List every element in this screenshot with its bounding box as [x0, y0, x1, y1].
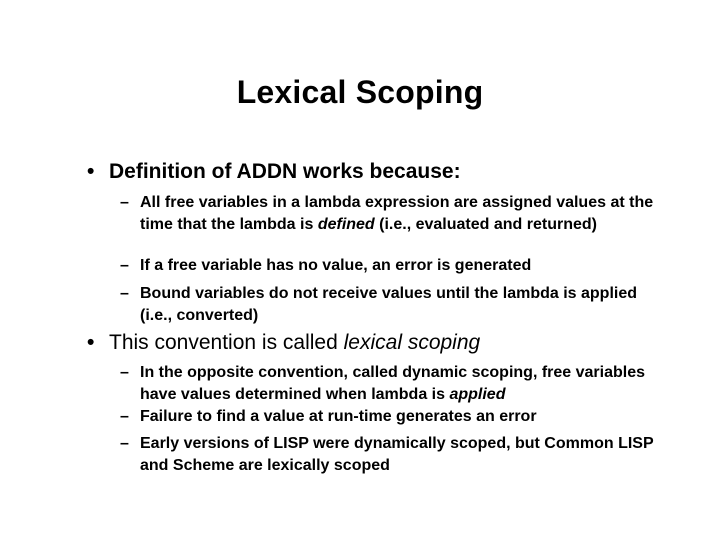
dash-marker: –	[120, 435, 129, 452]
dash-marker: –	[120, 408, 129, 425]
sub-bullet-text: If a free variable has no value, an error is generated	[140, 257, 532, 274]
text-segment: All free variables in a lambda expression are assigned values at the time that the lambda is	[140, 194, 654, 233]
text-segment: (i.e., evaluated and returned)	[374, 216, 597, 233]
dash-marker: –	[120, 257, 129, 274]
dash-marker: –	[120, 285, 129, 302]
slide-title: Lexical Scoping	[236, 74, 484, 110]
dash-marker: –	[120, 364, 129, 381]
sub-bullet-text	[140, 362, 660, 406]
sub-bullet-text: Failure to find a value at run-time generates an error	[140, 408, 537, 425]
bullet-text	[109, 329, 480, 357]
dash-marker: –	[120, 194, 129, 211]
text-segment: In the opposite convention, called dynamic scoping, free variables have values determined when lambda is	[140, 364, 646, 403]
bullet-marker: •	[87, 331, 95, 354]
sub-bullet-text	[140, 192, 660, 236]
text-segment: This convention is called	[109, 331, 344, 354]
emphasis-text: applied	[449, 386, 506, 403]
emphasis-text: lexical scoping	[343, 331, 481, 354]
bullet-text: Definition of ADDN works because:	[109, 160, 461, 183]
bullet-marker: •	[87, 160, 95, 183]
sub-bullet-text: Bound variables do not receive values until the lambda is applied (i.e., converted)	[140, 285, 638, 324]
sub-bullet-text: Early versions of LISP were dynamically scoped, but Common LISP and Scheme are lexically scoped	[140, 435, 654, 474]
emphasis-text: defined	[317, 216, 375, 233]
